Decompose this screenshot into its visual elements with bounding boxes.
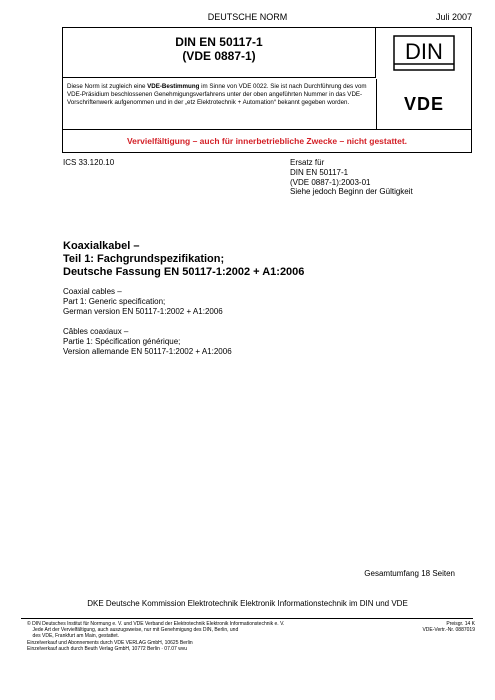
- dke-line: DKE Deutsche Kommission Elektrotechnik Elektronik Informationstechnik im DIN und VDE: [87, 599, 408, 608]
- note-bold: VDE-Bestimmung: [147, 83, 200, 90]
- title-de-line: Teil 1: Fachgrundspezifikation;: [63, 253, 225, 265]
- title-fr-line: Partie 1: Spécification générique;: [63, 337, 181, 346]
- footer-line: Einzelverkauf auch durch Beuth Verlag GmbH, 10772 Berlin · 07.07 wvu: [27, 645, 188, 652]
- copy-warning-row: [63, 129, 471, 154]
- footer-price: [422, 621, 475, 633]
- title-fr-line: Version allemande EN 50117-1:2002 + A1:2006: [63, 347, 232, 356]
- title-french: [63, 327, 463, 357]
- standard-frame: [62, 27, 472, 153]
- footer-line: © DIN Deutsches Institut für Normung e. V. und VDE Verband der Elektrotechnik Elektronik Informationstechnik e. V.: [27, 621, 285, 627]
- note-part1: Diese Norm ist zugleich eine: [67, 83, 148, 90]
- vde-logo: [376, 79, 471, 129]
- replacement-info: [290, 158, 413, 197]
- price-group: Preisgr. 14 K: [446, 621, 475, 627]
- ersatz-line: DIN EN 50117-1: [290, 167, 349, 177]
- footer-line: des VDE, Frankfurt am Main, gestattet.: [27, 633, 119, 640]
- din-logo-text: DIN: [404, 39, 443, 64]
- ersatz-line: Siehe jedoch Beginn der Gültigkeit: [290, 187, 413, 197]
- ics-code: ICS 33.120.10: [63, 158, 115, 167]
- title-en-line: Part 1: Generic specification;: [63, 297, 166, 306]
- ersatz-line: Ersatz für: [290, 158, 325, 167]
- footer-divider: [21, 618, 473, 619]
- document-type: DEUTSCHE NORM: [207, 12, 288, 22]
- ersatz-line: (VDE 0887-1):2003-01: [290, 177, 371, 187]
- publication-date: Juli 2007: [435, 12, 472, 22]
- din-logo: [376, 28, 471, 78]
- footer-line: Einzelverkauf und Abonnements durch VDE VERLAG GmbH, 10625 Berlin: [27, 639, 193, 646]
- standard-number-box: [63, 28, 376, 78]
- vde-logo-text: VDE: [403, 93, 444, 114]
- title-de-line: Koaxialkabel –: [63, 240, 140, 252]
- title-german: [63, 240, 463, 279]
- footer-line: Jede Art der Vervielfältigung, auch auszugsweise, nur mit Genehmigung des DIN, Berlin, und: [27, 627, 239, 634]
- title-en-line: German version EN 50117-1:2002 + A1:2006: [63, 307, 223, 316]
- total-pages: Gesamtumfang 18 Seiten: [364, 569, 455, 578]
- vde-contract-number: VDE-Vertr.-Nr. 0887019: [422, 627, 475, 634]
- footer-copyright: [27, 621, 417, 652]
- din-logo-icon: [393, 35, 455, 71]
- title-de-line: Deutsche Fassung EN 50117-1:2002 + A1:2006: [63, 266, 305, 278]
- title-en-line: Coaxial cables –: [63, 287, 122, 296]
- vde-number: (VDE 0887-1): [182, 49, 256, 63]
- standard-number: DIN EN 50117-1: [175, 35, 263, 49]
- vde-provision-note: [67, 83, 370, 108]
- title-fr-line: Câbles coaxiaux –: [63, 327, 129, 336]
- title-english: [63, 287, 463, 317]
- copy-warning: Vervielfältigung – auch für innerbetriebliche Zwecke – nicht gestattet.: [126, 136, 408, 146]
- note-part2: im Sinne von VDE 0022. Sie ist nach Durchführung des vom VDE-Präsidium beschlossenen Genehmigungsverfahrens unter der oben angeführten Nummer in das VDE-Vorschriftenwerk aufgenommen und in der „etz Elektrotechnik + Automation“ bekannt gegeben worden.: [67, 83, 367, 107]
